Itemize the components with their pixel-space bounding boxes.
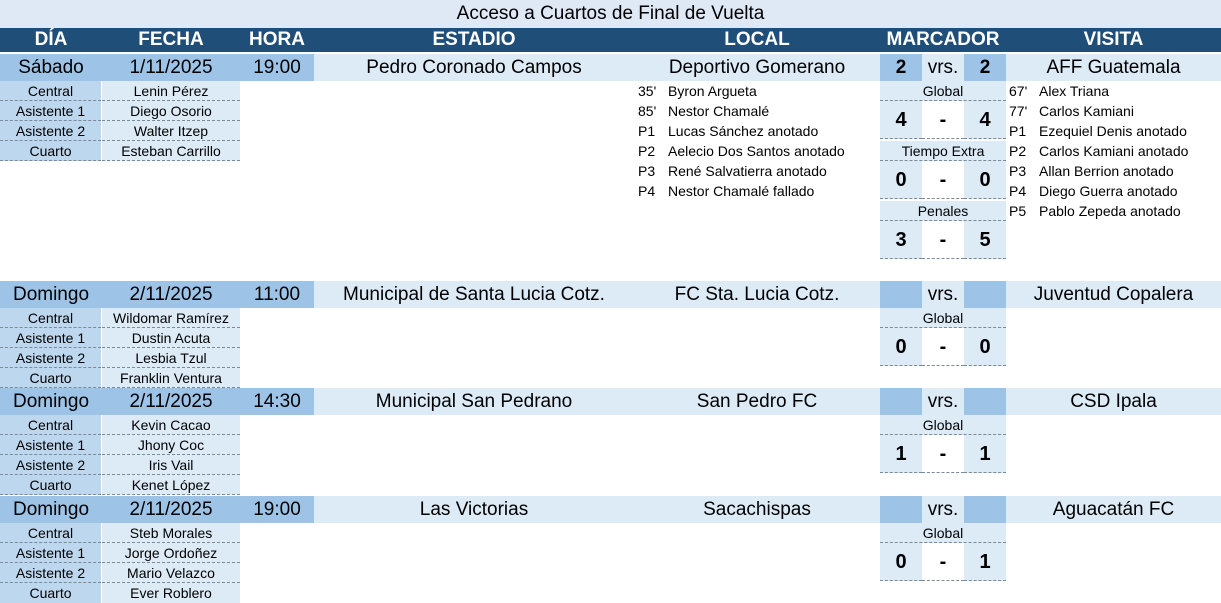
official-asistente-1: Dustin Acuta <box>102 328 240 348</box>
official-role: Asistente 1 <box>0 101 101 121</box>
extra-score-local: 0 <box>880 161 922 199</box>
match-time: 19:00 <box>240 54 314 81</box>
local-event <box>638 161 878 181</box>
match-score-visita <box>964 496 1006 523</box>
visita-event <box>1009 181 1219 201</box>
match-stadium: Las Victorias <box>314 496 634 523</box>
event-time: 77' <box>1009 103 1028 119</box>
official-asistente-2: Walter Itzep <box>102 121 240 141</box>
score-dash: - <box>922 101 964 139</box>
event-detail: Alex Triana <box>1039 83 1110 99</box>
global-label: Global <box>880 81 1006 101</box>
global-score-visita: 0 <box>964 328 1006 366</box>
header-visita: VISITA <box>1006 28 1221 52</box>
match-score-local <box>880 496 922 523</box>
event-detail: Nestor Chamalé fallado <box>668 183 815 199</box>
official-asistente-2: Mario Velazco <box>102 563 240 583</box>
global-label: Global <box>880 523 1006 543</box>
match-score-visita <box>964 388 1006 415</box>
score-dash: - <box>922 221 964 259</box>
global-score-local: 0 <box>880 543 922 581</box>
event-detail: Carlos Kamiani anotado <box>1039 143 1189 159</box>
match-stadium: Pedro Coronado Campos <box>314 54 634 81</box>
official-role: Central <box>0 308 101 328</box>
event-detail: Aelecio Dos Santos anotado <box>668 143 845 159</box>
match-vs: vrs. <box>922 281 964 308</box>
event-detail: René Salvatierra anotado <box>668 163 827 179</box>
local-event <box>638 141 878 161</box>
header-fecha: FECHA <box>102 28 240 52</box>
official-role: Cuarto <box>0 475 101 495</box>
match-score-visita: 2 <box>964 54 1006 81</box>
match-day: Domingo <box>0 281 102 308</box>
page-title: Acceso a Cuartos de Final de Vuelta <box>0 0 1221 28</box>
event-time: P5 <box>1009 203 1027 219</box>
official-asistente-1: Diego Osorio <box>102 101 240 121</box>
official-role: Central <box>0 81 101 101</box>
match-date: 1/11/2025 <box>102 54 240 81</box>
official-asistente-2: Lesbia Tzul <box>102 348 240 368</box>
official-central: Lenin Pérez <box>102 81 240 101</box>
official-asistente-2: Iris Vail <box>102 455 240 475</box>
event-time: P2 <box>1009 143 1027 159</box>
event-time: P4 <box>1009 183 1027 199</box>
official-role: Cuarto <box>0 141 101 161</box>
score-dash: - <box>922 543 964 581</box>
event-time: P3 <box>638 163 656 179</box>
match-day: Domingo <box>0 496 102 523</box>
header-estadio: ESTADIO <box>314 28 634 52</box>
official-cuarto: Franklin Ventura <box>102 368 240 388</box>
match-day: Sábado <box>0 54 102 81</box>
global-score-visita: 1 <box>964 543 1006 581</box>
event-time: P4 <box>638 183 656 199</box>
global-score-visita: 1 <box>964 435 1006 473</box>
official-role: Asistente 2 <box>0 121 101 141</box>
match-score-visita <box>964 281 1006 308</box>
official-asistente-1: Jhony Coc <box>102 435 240 455</box>
header-marcador: MARCADOR <box>880 28 1006 52</box>
event-time: 35' <box>638 83 657 99</box>
event-detail: Byron Argueta <box>668 83 757 99</box>
penalties-score-visita: 5 <box>964 221 1006 259</box>
event-detail: Carlos Kamiani <box>1039 103 1134 119</box>
match-visita-team: CSD Ipala <box>1006 388 1221 415</box>
match-vs: vrs. <box>922 54 964 81</box>
official-role: Asistente 2 <box>0 563 101 583</box>
match-date: 2/11/2025 <box>102 496 240 523</box>
match-time: 19:00 <box>240 496 314 523</box>
match-date: 2/11/2025 <box>102 388 240 415</box>
score-dash: - <box>922 435 964 473</box>
extra-time-label: Tiempo Extra <box>880 141 1006 161</box>
match-local-team: San Pedro FC <box>634 388 880 415</box>
match-local-team: Deportivo Gomerano <box>634 54 880 81</box>
match-date: 2/11/2025 <box>102 281 240 308</box>
event-detail: Ezequiel Denis anotado <box>1039 123 1187 139</box>
official-cuarto: Esteban Carrillo <box>102 141 240 161</box>
match-visita-team: Juventud Copalera <box>1006 281 1221 308</box>
official-role: Asistente 2 <box>0 455 101 475</box>
local-event <box>638 121 878 141</box>
match-score-local <box>880 281 922 308</box>
event-time: P1 <box>1009 123 1027 139</box>
official-role: Asistente 2 <box>0 348 101 368</box>
local-event <box>638 181 878 201</box>
official-central: Kevin Cacao <box>102 415 240 435</box>
event-time: P3 <box>1009 163 1027 179</box>
global-score-local: 4 <box>880 101 922 139</box>
official-role: Cuarto <box>0 583 101 603</box>
header-hora: HORA <box>240 28 314 52</box>
penalties-label: Penales <box>880 201 1006 221</box>
match-stadium: Municipal de Santa Lucia Cotz. <box>314 281 634 308</box>
event-detail: Lucas Sánchez anotado <box>668 123 819 139</box>
event-time: P1 <box>638 123 656 139</box>
official-role: Cuarto <box>0 368 101 388</box>
official-role: Asistente 1 <box>0 435 101 455</box>
match-stadium: Municipal San Pedrano <box>314 388 634 415</box>
visita-event <box>1009 201 1219 221</box>
event-detail: Pablo Zepeda anotado <box>1039 203 1181 219</box>
match-vs: vrs. <box>922 496 964 523</box>
event-time: P2 <box>638 143 656 159</box>
local-event <box>638 81 878 101</box>
official-cuarto: Ever Roblero <box>102 583 240 603</box>
event-time: 67' <box>1009 83 1028 99</box>
official-role: Asistente 1 <box>0 543 101 563</box>
event-detail: Diego Guerra anotado <box>1039 183 1178 199</box>
global-label: Global <box>880 308 1006 328</box>
match-local-team: Sacachispas <box>634 496 880 523</box>
official-central: Steb Morales <box>102 523 240 543</box>
visita-event <box>1009 121 1219 141</box>
match-visita-team: AFF Guatemala <box>1006 54 1221 81</box>
match-visita-team: Aguacatán FC <box>1006 496 1221 523</box>
header-local: LOCAL <box>634 28 880 52</box>
match-local-team: FC Sta. Lucia Cotz. <box>634 281 880 308</box>
event-detail: Nestor Chamalé <box>668 103 770 119</box>
global-label: Global <box>880 415 1006 435</box>
official-cuarto: Kenet López <box>102 475 240 495</box>
match-vs: vrs. <box>922 388 964 415</box>
global-score-visita: 4 <box>964 101 1006 139</box>
official-central: Wildomar Ramírez <box>102 308 240 328</box>
global-score-local: 0 <box>880 328 922 366</box>
visita-event <box>1009 81 1219 101</box>
extra-score-visita: 0 <box>964 161 1006 199</box>
visita-event <box>1009 161 1219 181</box>
header-dia: DÍA <box>0 28 102 52</box>
event-detail: Allan Berrion anotado <box>1039 163 1174 179</box>
visita-event <box>1009 101 1219 121</box>
local-event <box>638 101 878 121</box>
global-score-local: 1 <box>880 435 922 473</box>
match-score-local: 2 <box>880 54 922 81</box>
official-role: Central <box>0 523 101 543</box>
official-asistente-1: Jorge Ordoñez <box>102 543 240 563</box>
score-dash: - <box>922 328 964 366</box>
event-time: 85' <box>638 103 657 119</box>
visita-event <box>1009 141 1219 161</box>
official-role: Central <box>0 415 101 435</box>
official-role: Asistente 1 <box>0 328 101 348</box>
match-score-local <box>880 388 922 415</box>
match-time: 11:00 <box>240 281 314 308</box>
match-time: 14:30 <box>240 388 314 415</box>
match-day: Domingo <box>0 388 102 415</box>
penalties-score-local: 3 <box>880 221 922 259</box>
score-dash: - <box>922 161 964 199</box>
